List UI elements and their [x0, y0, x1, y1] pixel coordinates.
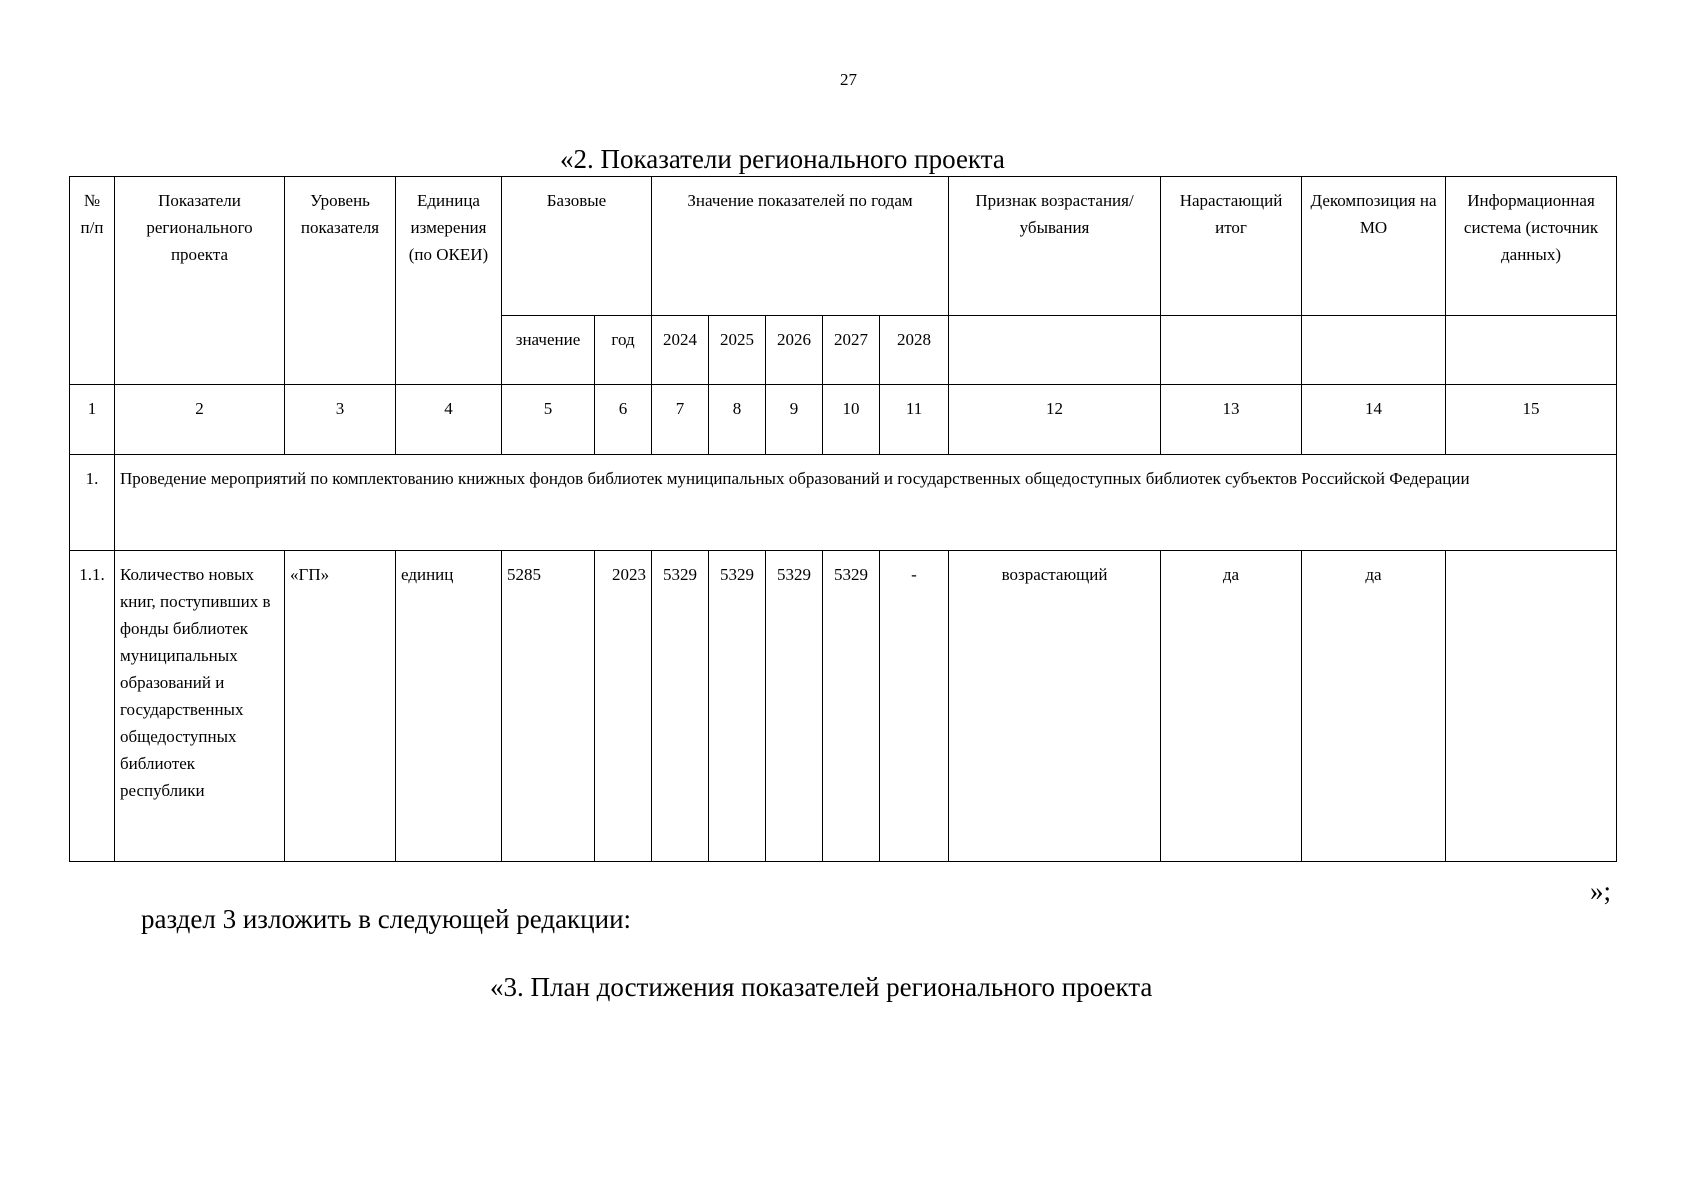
page-number: 27: [840, 70, 857, 89]
header-decomposition: Декомпозиция на МО: [1302, 177, 1446, 316]
header-row: [70, 177, 1617, 316]
header-year-2026: 2026: [766, 316, 823, 385]
instruction-text: раздел 3 изложить в следующей редакции:: [141, 904, 632, 934]
next-section-title: «3. План достижения показателей регионального проекта: [490, 972, 1153, 1002]
row-value-2024: 5329: [652, 551, 709, 862]
header-cumulative: Нарастающий итог: [1161, 177, 1302, 316]
row-value-2028: -: [880, 551, 949, 862]
subheader-empty-cell: [949, 316, 1161, 385]
column-number: 12: [949, 385, 1161, 455]
header-base-value: значение: [502, 316, 595, 385]
subheader-empty-cell: [1161, 316, 1302, 385]
column-number: 9: [766, 385, 823, 455]
indicator-row: [70, 551, 1617, 862]
column-number: 13: [1161, 385, 1302, 455]
column-number: 7: [652, 385, 709, 455]
column-number: 5: [502, 385, 595, 455]
column-number: 3: [285, 385, 396, 455]
header-year-2024: 2024: [652, 316, 709, 385]
column-number-row: [70, 385, 1617, 455]
row-value-2025: 5329: [709, 551, 766, 862]
row-value-2027: 5329: [823, 551, 880, 862]
header-info-system: Информационная система (источник данных): [1446, 177, 1617, 316]
subheader-empty-cell: [1446, 316, 1617, 385]
header-indicator: Показатели регионального проекта: [115, 177, 285, 385]
header-base-year: год: [595, 316, 652, 385]
section-row: [70, 455, 1617, 551]
header-base: Базовые: [502, 177, 652, 316]
row-base-value: 5285: [502, 551, 595, 862]
column-number: 14: [1302, 385, 1446, 455]
section-title-cell: Проведение мероприятий по комплектованию книжных фондов библиотек муниципальных образований и государственных общедоступных библиотек субъектов Российской Федерации: [115, 455, 1617, 551]
header-level: Уровень показателя: [285, 177, 396, 385]
subheader-empty-cell: [1302, 316, 1446, 385]
row-sign: возрастающий: [949, 551, 1161, 862]
column-number: 2: [115, 385, 285, 455]
column-number: 6: [595, 385, 652, 455]
header-year-2027: 2027: [823, 316, 880, 385]
row-indicator: Количество новых книг, поступивших в фонды библиотек муниципальных образований и государственных общедоступных библиотек республики: [115, 551, 285, 862]
row-decomposition: да: [1302, 551, 1446, 862]
header-num: № п/п: [70, 177, 115, 385]
column-number: 11: [880, 385, 949, 455]
row-info-system: [1446, 551, 1617, 862]
header-year-2028: 2028: [880, 316, 949, 385]
section-num: 1.: [70, 455, 115, 551]
row-level: «ГП»: [285, 551, 396, 862]
column-number: 15: [1446, 385, 1617, 455]
row-unit: единиц: [396, 551, 502, 862]
indicators-table: [69, 176, 1617, 862]
row-cumulative: да: [1161, 551, 1302, 862]
section-title: «2. Показатели регионального проекта: [560, 144, 1005, 174]
row-num: 1.1.: [70, 551, 115, 862]
row-base-year: 2023: [595, 551, 652, 862]
closing-quote-mark: »;: [1590, 876, 1612, 906]
column-number: 10: [823, 385, 880, 455]
row-value-2026: 5329: [766, 551, 823, 862]
column-number: 8: [709, 385, 766, 455]
header-unit: Единица измерения (по ОКЕИ): [396, 177, 502, 385]
header-year-2025: 2025: [709, 316, 766, 385]
header-sign: Признак возрастания/убывания: [949, 177, 1161, 316]
column-number: 1: [70, 385, 115, 455]
header-by-years: Значение показателей по годам: [652, 177, 949, 316]
column-number: 4: [396, 385, 502, 455]
